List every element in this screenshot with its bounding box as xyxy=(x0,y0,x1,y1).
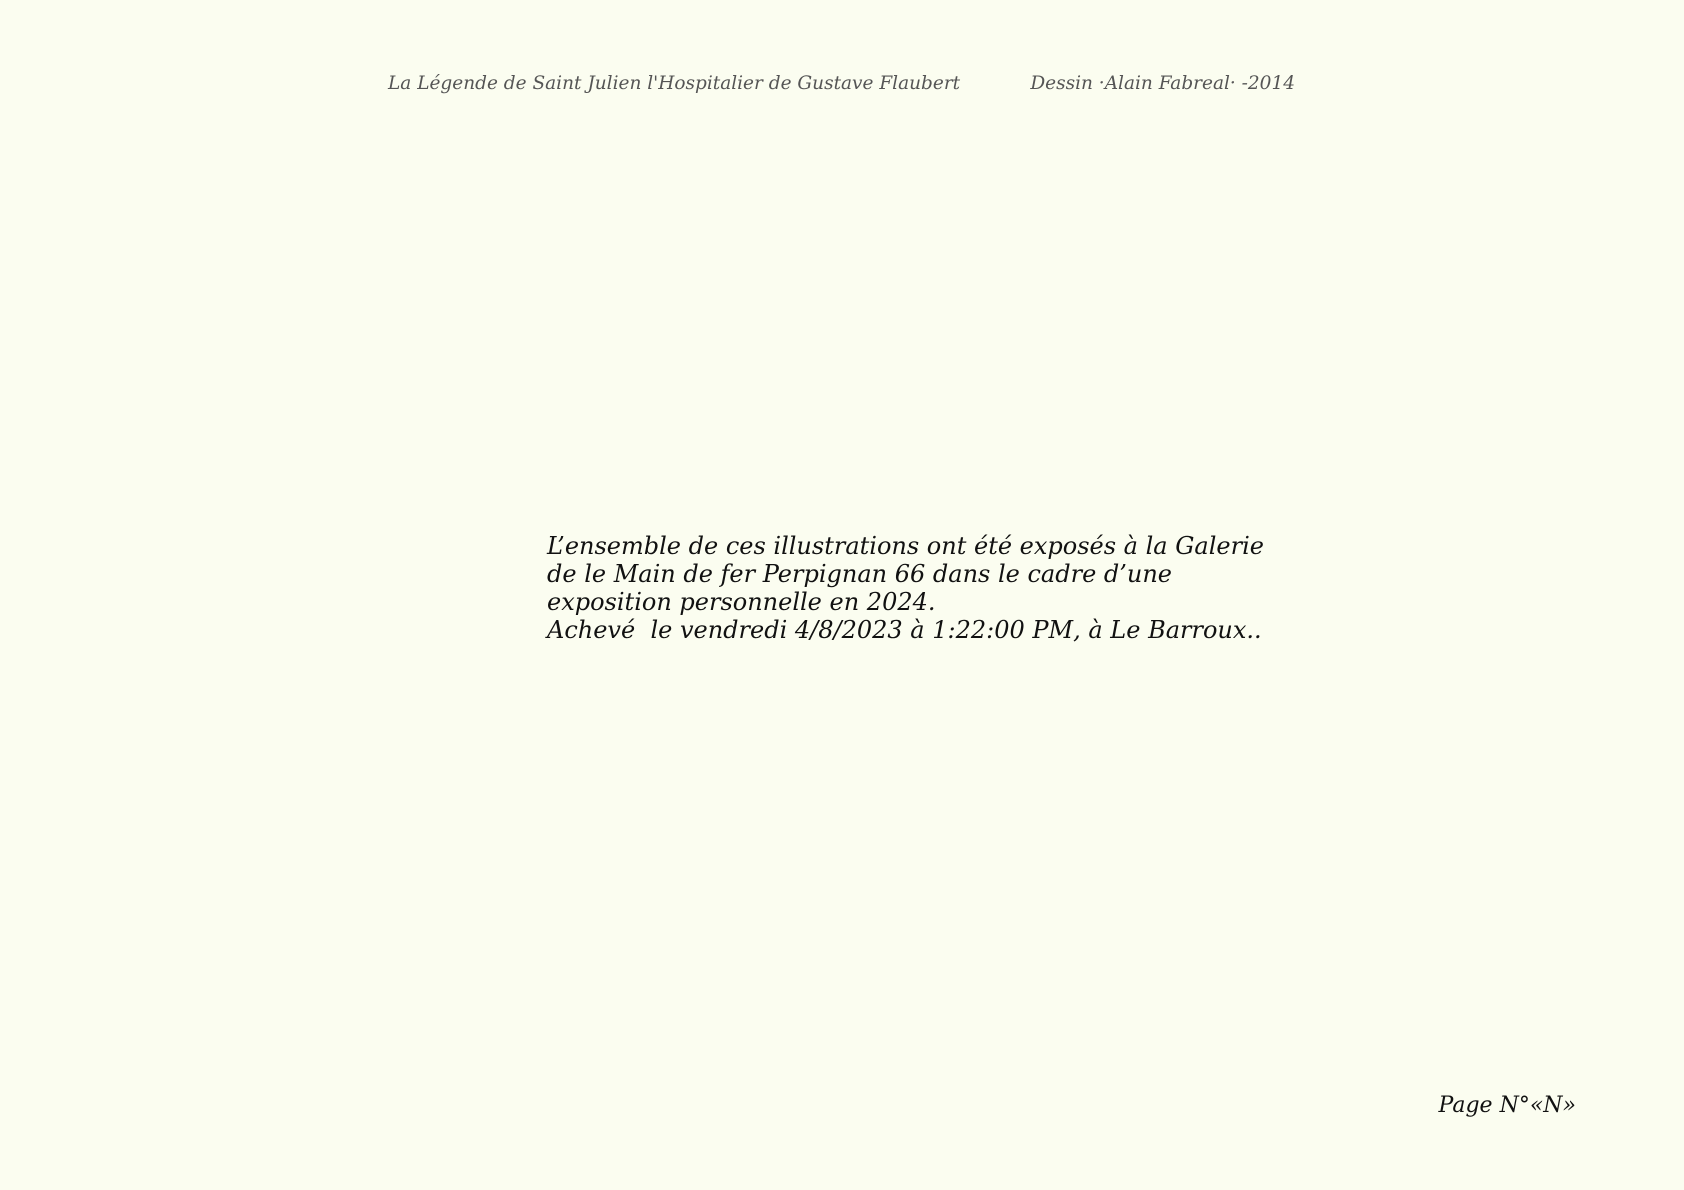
exhibition-note-line: de le Main de fer Perpignan 66 dans le cadre d’une xyxy=(547,560,1173,588)
page-number: Page N°«N» xyxy=(1438,1093,1576,1118)
header-book-title: La Légende de Saint Julien l'Hospitalier de Gustave Flaubert xyxy=(388,73,961,94)
completion-date-line: Achevé le vendredi 4/8/2023 à 1:22:00 PM, à Le Barroux.. xyxy=(547,616,1262,644)
exhibition-note xyxy=(547,532,1264,644)
header-credit: Dessin ·Alain Fabreal· -2014 xyxy=(1030,73,1295,94)
exhibition-note-line: exposition personnelle en 2024. xyxy=(547,588,936,616)
exhibition-note-line: L’ensemble de ces illustrations ont été exposés à la Galerie xyxy=(547,532,1264,560)
